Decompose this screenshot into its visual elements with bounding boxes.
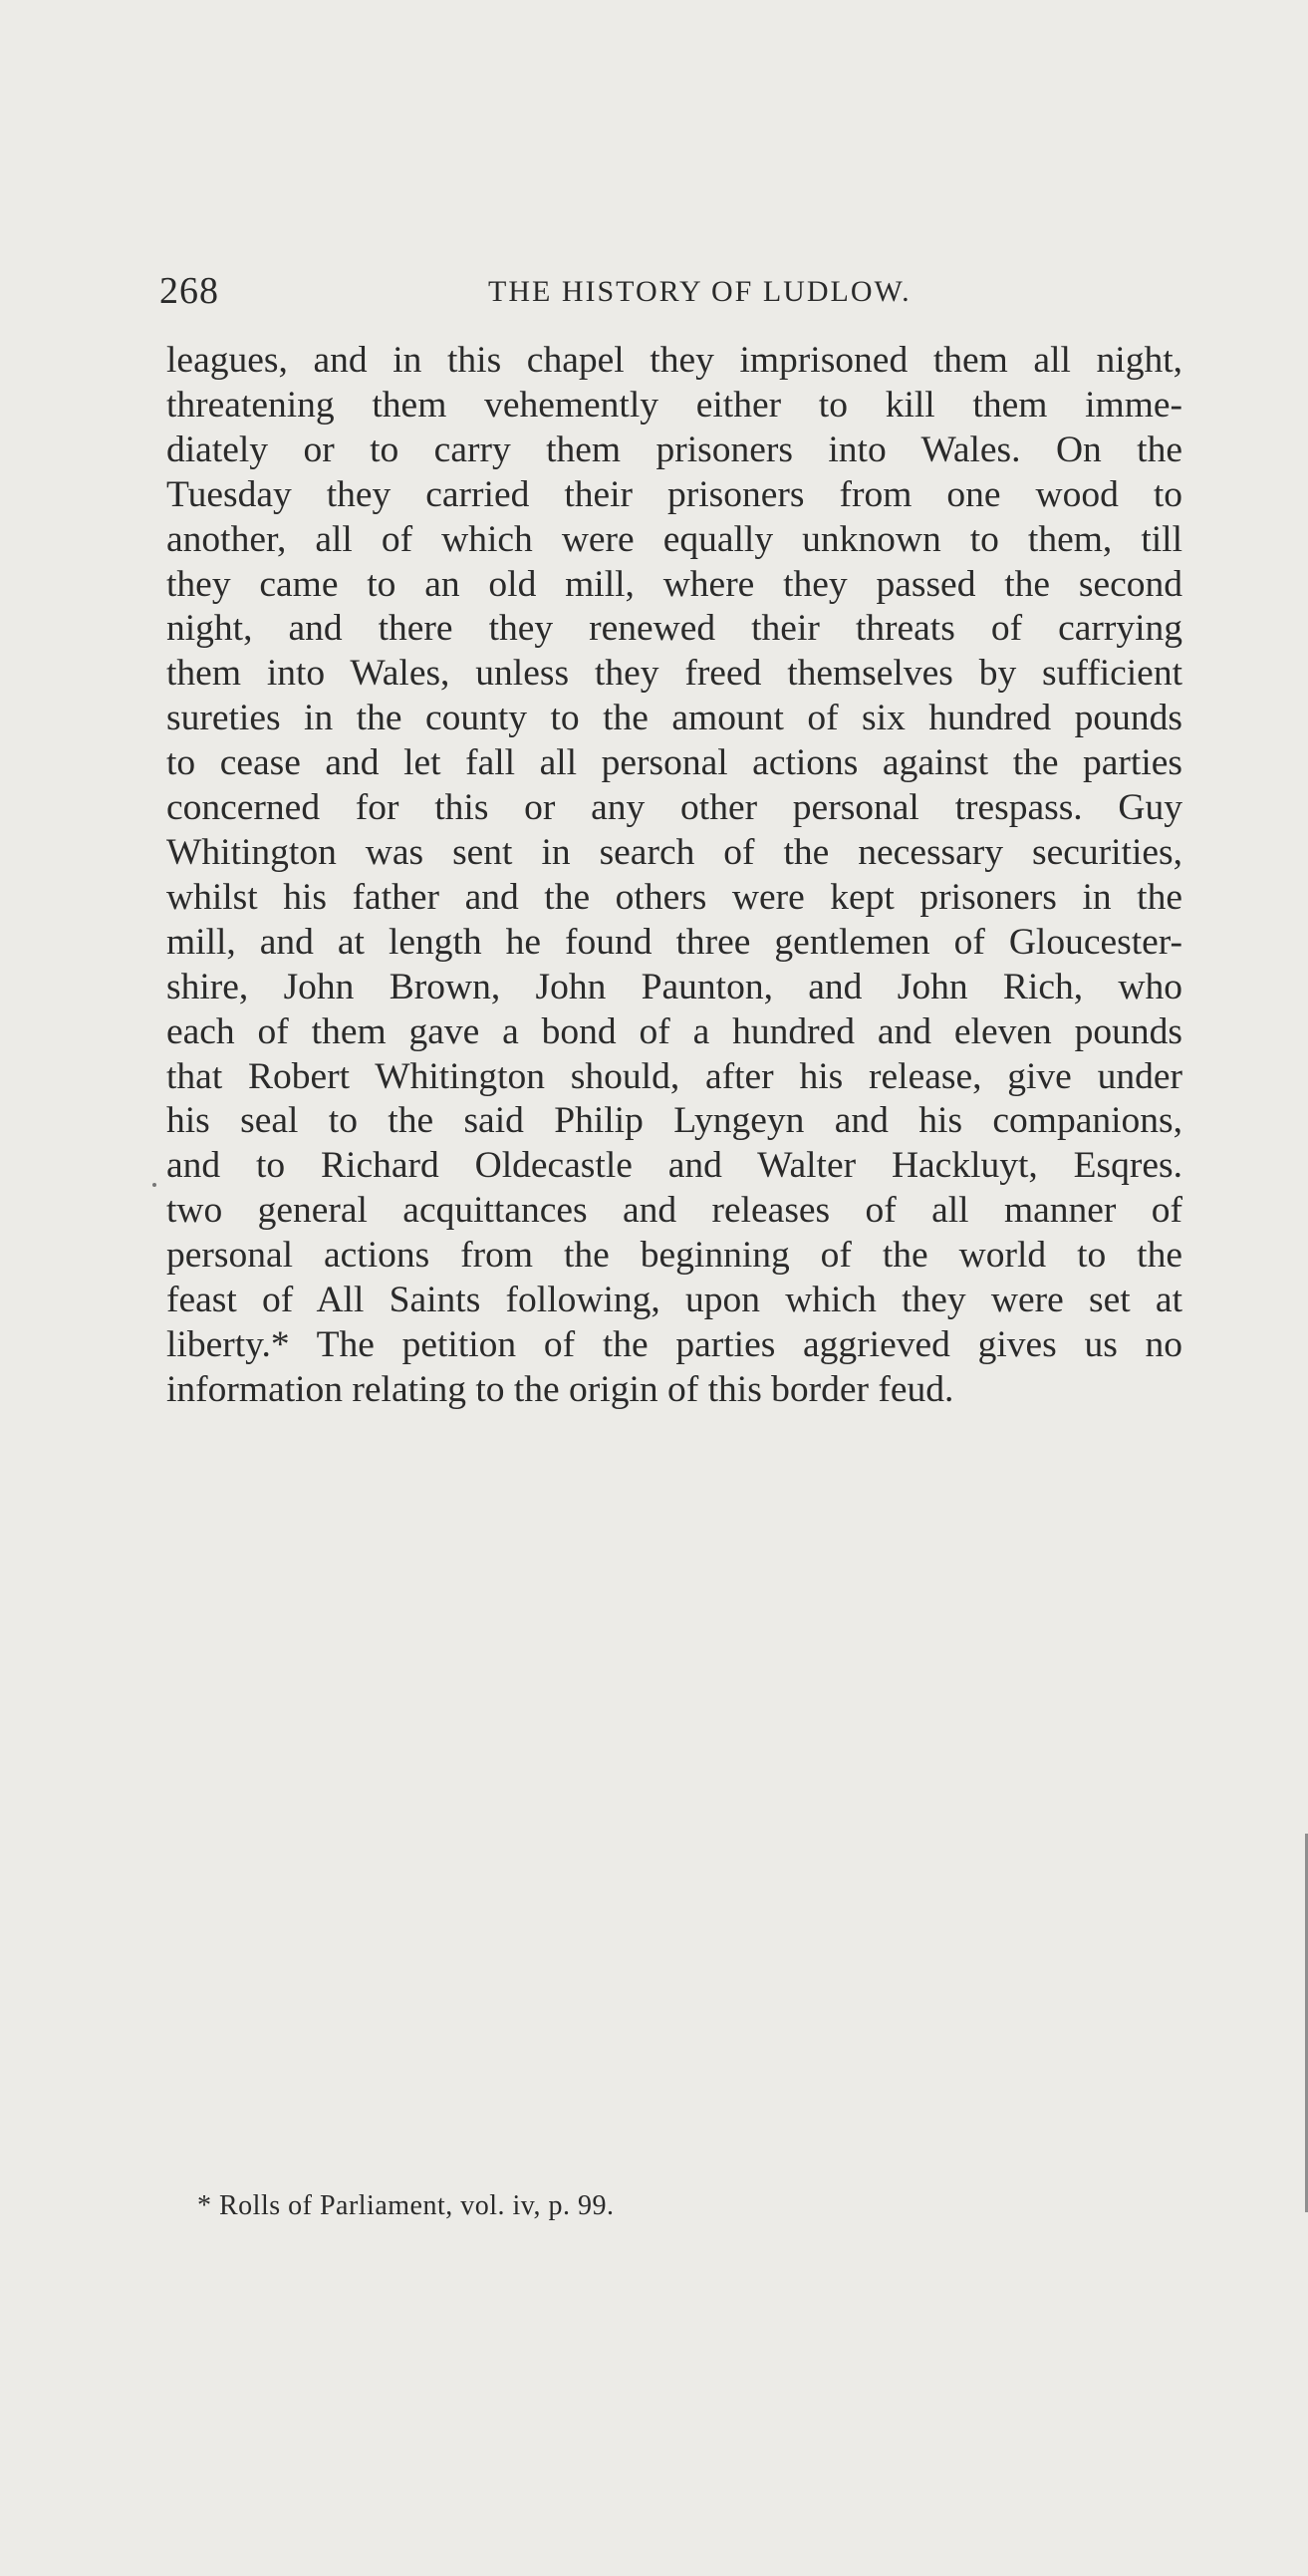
text-line: whilst his father and the others were kept prisoners in the <box>166 876 1182 918</box>
text-line: that Robert Whitington should, after his release, give under <box>166 1055 1182 1097</box>
text-line: personal actions from the beginning of the world to the <box>166 1235 1182 1277</box>
running-title: THE HISTORY OF LUDLOW. <box>488 275 912 308</box>
text-line: Tuesday they carried their prisoners from one wood to <box>166 473 1182 515</box>
footnote: * Rolls of Parliament, vol. iv, p. 99. <box>197 2190 615 2221</box>
page-header <box>159 269 1156 319</box>
text-line: threatening them vehemently either to kill them imme- <box>166 384 1182 426</box>
text-line: and to Richard Oldecastle and Walter Hackluyt, Esqres. <box>166 1145 1182 1187</box>
body-text <box>166 339 1182 1413</box>
text-line: feast of All Saints following, upon which they were set at <box>166 1280 1182 1321</box>
page-number: 268 <box>159 270 219 312</box>
text-line: they came to an old mill, where they passed the second <box>166 563 1182 605</box>
text-line: shire, John Brown, John Paunton, and John Rich, who <box>166 966 1182 1007</box>
text-line: mill, and at length he found three gentlemen of Gloucester- <box>166 921 1182 963</box>
text-line: to cease and let fall all personal actions against the parties <box>166 742 1182 784</box>
text-line: two general acquittances and releases of all manner of <box>166 1190 1182 1232</box>
text-line: information relating to the origin of this border feud. <box>166 1368 954 1410</box>
text-line: each of them gave a bond of a hundred and eleven pounds <box>166 1010 1182 1052</box>
text-line: another, all of which were equally unknown to them, till <box>166 518 1182 560</box>
text-line: diately or to carry them prisoners into Wales. On the <box>166 429 1182 470</box>
text-line: liberty.* The petition of the parties aggrieved gives us no <box>166 1323 1182 1365</box>
text-line: sureties in the county to the amount of six hundred pounds <box>166 698 1182 739</box>
text-line: concerned for this or any other personal trespass. Guy <box>166 787 1182 829</box>
ink-speck <box>152 1183 156 1187</box>
text-line: night, and there they renewed their threats of carrying <box>166 608 1182 650</box>
text-line: leagues, and in this chapel they imprisoned them all night, <box>166 340 1182 381</box>
text-line: his seal to the said Philip Lyngeyn and his companions, <box>166 1100 1182 1142</box>
text-line: them into Wales, unless they freed themselves by sufficient <box>166 653 1182 695</box>
text-line: Whitington was sent in search of the necessary securities, <box>166 831 1182 873</box>
